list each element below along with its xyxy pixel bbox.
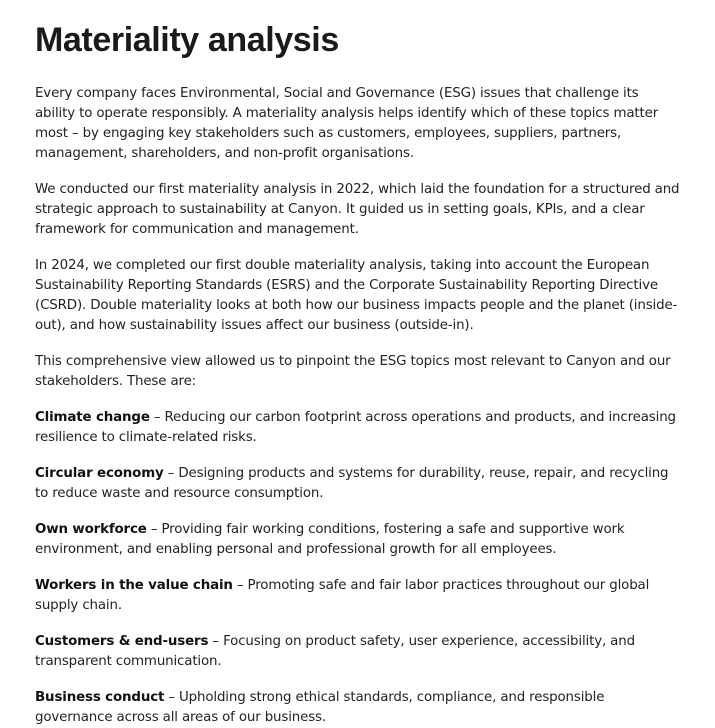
topic-circular-economy [35, 464, 680, 504]
intro-paragraph: In 2024, we completed our first double materiality analysis, taking into account the European Sustainability Reporting Standards (ESRS) and the Corporate Sustainability Reporting Directive (CSRD). Double materiality looks at both how our business impacts people and the planet (inside-out), and how sustainability issues affect our business (outside-in). [35, 258, 678, 333]
topic-term: Customers & end-users [35, 634, 209, 649]
topic-climate-change [35, 408, 680, 448]
topic-term: Workers in the value chain [35, 578, 233, 593]
topic-description: – Upholding strong ethical standards, compliance, and responsible governance across all areas of our business. [35, 690, 605, 725]
topic-description: – Designing products and systems for durability, reuse, repair, and recycling to reduce waste and resource consumption. [35, 466, 669, 501]
topic-term: Own workforce [35, 522, 147, 537]
topic-own-workforce [35, 520, 680, 560]
topic-term: Business conduct [35, 690, 165, 705]
topic-description: – Promoting safe and fair labor practices throughout our global supply chain. [35, 578, 650, 613]
topic-business-conduct [35, 688, 680, 728]
intro-paragraph: We conducted our first materiality analysis in 2022, which laid the foundation for a structured and strategic approach to sustainability at Canyon. It guided us in setting goals, KPIs, and a clear framework for communication and management. [35, 182, 680, 237]
topic-customers-end-users [35, 632, 680, 672]
topic-term: Climate change [35, 410, 150, 425]
topic-term: Circular economy [35, 466, 164, 481]
page-title: Materiality analysis [35, 21, 339, 59]
intro-paragraph: This comprehensive view allowed us to pinpoint the ESG topics most relevant to Canyon and our stakeholders. These are: [35, 354, 671, 389]
topic-workers-value-chain [35, 576, 680, 616]
topic-description: – Reducing our carbon footprint across operations and products, and increasing resilience to climate-related risks. [35, 410, 676, 445]
intro-paragraph: Every company faces Environmental, Social and Governance (ESG) issues that challenge its ability to operate responsibly. A materiality analysis helps identify which of these topics matter most – by engaging key stakeholders such as customers, employees, suppliers, partners, management, shareholders, and non-profit organisations. [35, 86, 659, 161]
topic-description: – Focusing on product safety, user experience, accessibility, and transparent communication. [35, 634, 635, 669]
topic-description: – Providing fair working conditions, fostering a safe and supportive work environment, and enabling personal and professional growth for all employees. [35, 522, 625, 557]
